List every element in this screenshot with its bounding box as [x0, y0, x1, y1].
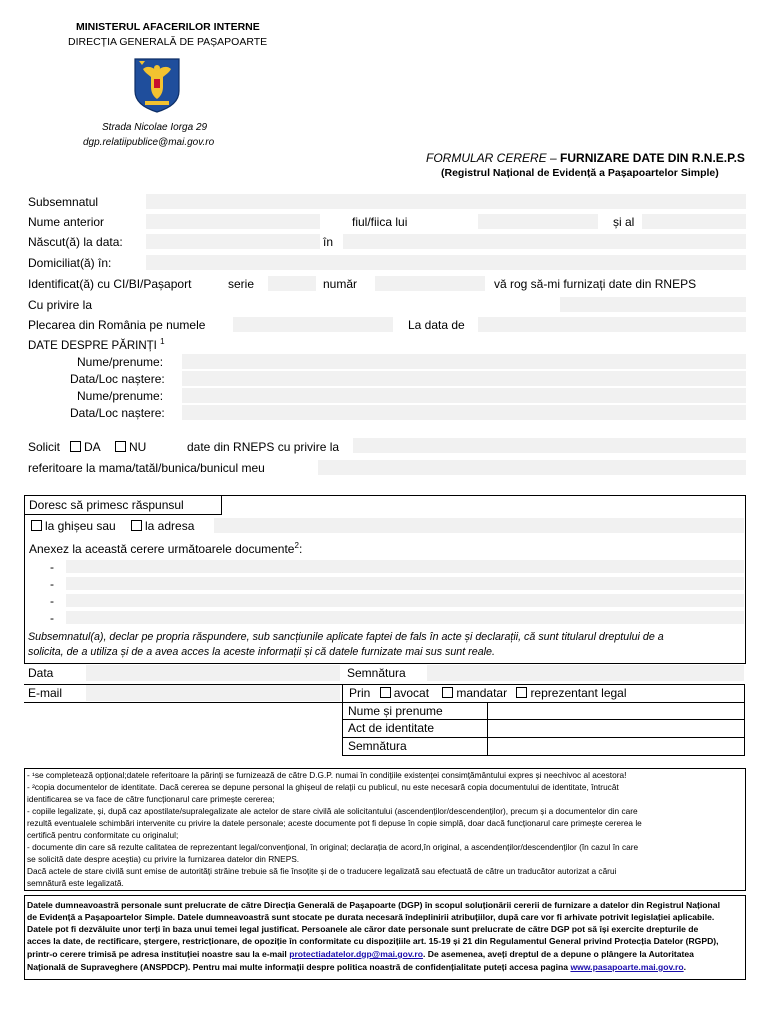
email-bottom-line — [24, 702, 342, 703]
note-line: Dacă actele de stare civilă sunt emise de autorități străine trebuie să fie însoțite și de o traducere legalizată sau efectuată de către un traducător autorizat a cărui — [27, 866, 617, 876]
option-mandatar[interactable] — [442, 686, 507, 700]
label-referitoare: referitoare la mama/tatăl/bunica/bunicul meu — [28, 461, 265, 475]
label-domiciliat: Domiciliat(ă) în: — [28, 256, 112, 270]
document-field[interactable] — [66, 611, 744, 624]
footnote-1-marker: 1 — [160, 337, 165, 346]
ministry-name: MINISTERUL AFACERILOR INTERNE — [76, 21, 260, 33]
note-line: certifică pentru conformitate cu originalul; — [27, 830, 179, 840]
gdpr-line: acces la date, de rectificare, ștergere, restricționare, de opoziție în conformitate cu dispozițiile art. 15-19 și 21 din Regulamentul General privind Protecția Datelor (RGPD), — [27, 936, 719, 946]
gdpr-line-5 — [27, 948, 694, 960]
form-title — [426, 151, 745, 165]
data-field[interactable] — [86, 665, 340, 681]
divider-doresc — [24, 514, 222, 515]
label-email: E-mail — [28, 686, 63, 700]
cu-privire-field[interactable] — [560, 297, 746, 312]
rep-divider-3 — [342, 737, 745, 738]
gdpr-line-6-b: . — [683, 962, 687, 972]
document-bullet: - — [50, 611, 54, 625]
option-ghiseu[interactable] — [31, 519, 116, 533]
option-mandatar-label: mandatar — [456, 686, 508, 700]
checkbox-da-box[interactable] — [70, 441, 81, 452]
adresa-field[interactable] — [214, 518, 744, 533]
gdpr-line: Datele pot fi dezvăluite unor terți în baza unui temei legal justificat. Persoanele ale căror date personale sunt prelucrate de către DGP pot să își exercite drepturile de — [27, 924, 699, 934]
label-nume-prenume-rep: Nume și prenume — [348, 704, 443, 718]
section-date-parinti — [28, 337, 165, 352]
note-line: rezultă eventualele schimbări intervenite cu privire la datele personale; aceste documente pot fi depuse în copie simplă, doar dacă funcționarul care primește cererea le — [27, 818, 642, 828]
footnote-2-marker: 2 — [294, 541, 299, 550]
checkbox-nu[interactable] — [115, 440, 146, 454]
label-serie: serie — [228, 277, 255, 291]
parinte1-data-field[interactable] — [182, 371, 746, 386]
label-identificat: Identificat(ă) cu CI/BI/Pașaport — [28, 277, 192, 291]
email-field[interactable] — [86, 685, 340, 701]
label-parinte1-data: Data/Loc naștere: — [70, 372, 165, 386]
option-avocat[interactable] — [380, 686, 429, 700]
subsemnatul-field[interactable] — [146, 194, 746, 209]
form-title-dash: – — [546, 151, 561, 165]
document-field[interactable] — [66, 594, 744, 607]
gdpr-line: de Evidență a Pașapoartelor Simple. Datele dumneavoastră sunt stocate pe durata necesară îndeplinirii atribuțiilor, după care vor fi arhivate potrivit legislației aplicabile. — [27, 912, 715, 922]
checkbox-da-label: DA — [84, 440, 101, 454]
label-la-data-de: La data de — [408, 318, 465, 332]
label-solicit: Solicit — [28, 440, 61, 454]
parinte2-data-field[interactable] — [182, 405, 746, 420]
checkbox-avocat-box[interactable] — [380, 687, 391, 698]
label-subsemnatul: Subsemnatul — [28, 195, 99, 209]
label-numar: număr — [323, 277, 358, 291]
address-street: Strada Nicolae Iorga 29 — [102, 122, 208, 133]
gdpr-website-link[interactable]: www.pasapoarte.mai.gov.ro — [570, 962, 684, 972]
label-nascut: Născut(ă) la data: — [28, 235, 123, 249]
label-parinte1-nume: Nume/prenume: — [77, 355, 164, 369]
document-bullet: - — [50, 560, 54, 574]
plecarea-data-field[interactable] — [478, 317, 746, 332]
checkbox-adresa-box[interactable] — [131, 520, 142, 531]
checkbox-ghiseu-box[interactable] — [31, 520, 42, 531]
domiciliu-field[interactable] — [146, 255, 746, 270]
label-semnatura: Semnătura — [347, 666, 406, 680]
gdpr-line-6-a: Națională de Supraveghere (ANSPDCP). Pentru mai multe informații despre politica noastră de confidențialitate puteți accesa pagina — [27, 962, 571, 972]
form-title-prefix: FORMULAR CERERE — [426, 151, 547, 165]
section-date-parinti-label: DATE DESPRE PĂRINȚI — [28, 339, 157, 352]
note-line: semnătură este legalizată. — [27, 878, 124, 888]
document-bullet: - — [50, 577, 54, 591]
declaration-line-2: solicita, de a utiliza și de a avea acces la aceste informații și că datele furnizate mai sus sunt reale. — [28, 646, 495, 658]
label-anexez-text: Anexez la această cerere următoarele documente — [29, 542, 295, 556]
label-prin: Prin — [349, 686, 371, 700]
mama-field[interactable] — [642, 214, 746, 229]
solicit-field[interactable] — [353, 438, 746, 453]
referitoare-field[interactable] — [318, 460, 746, 475]
label-doresc: Doresc să primesc răspunsul — [29, 498, 184, 512]
note-line: - ¹se completează opțional;datele referitoare la părinți se furnizează de către D.G.P. numai în condițiile existenței consimțământului expres și neechivoc al acestora! — [27, 770, 627, 780]
checkbox-nu-label: NU — [129, 440, 147, 454]
checkbox-mandatar-box[interactable] — [442, 687, 453, 698]
label-si-al: și al — [613, 215, 635, 229]
gdpr-email-link[interactable]: protectiadatelor.dgp@mai.gov.ro — [289, 949, 424, 959]
plecarea-nume-field[interactable] — [233, 317, 393, 332]
rep-prin — [349, 686, 627, 700]
note-line: - copiile legalizate, și, după caz apostilate/supralegalizate ale actelor de stare civilă ale solicitantului (ascendenților/descendenților), precum și a documentelor din care — [27, 806, 638, 816]
note-line: identificarea se va face de către funcționarul care primește cererea; — [27, 794, 275, 804]
note-line: - documente din care să rezulte calitatea de reprezentant legal/convențional, în original; declarația de acord,în original, a ascendenților/descendenților (în cazul în care — [27, 842, 639, 852]
checkbox-nu-box[interactable] — [115, 441, 126, 452]
gdpr-line-5-a: printr-o cerere trimisă pe adresa instituției noastre sau la e-mail — [27, 949, 290, 959]
label-plecarea: Plecarea din România pe numele — [28, 318, 206, 332]
note-line: - ²copia documentelor de identitate. Dacă cererea se depune personal la ghișeul de relații cu publicul, nu este necesară copia documentului de identitate, întrucât — [27, 782, 619, 792]
option-adresa[interactable] — [131, 519, 194, 533]
coat-of-arms-icon — [133, 57, 181, 113]
rep-divider-v — [487, 702, 488, 756]
label-anexez-colon: : — [298, 542, 303, 556]
parinte1-nume-field[interactable] — [182, 354, 746, 369]
document-field[interactable] — [66, 577, 744, 590]
label-anexez — [29, 541, 302, 556]
rep-divider-2 — [342, 719, 745, 720]
nume-anterior-field[interactable] — [146, 214, 320, 229]
parinte2-nume-field[interactable] — [182, 388, 746, 403]
option-avocat-label: avocat — [393, 686, 430, 700]
label-va-rog: vă rog să-mi furnizați date din RNEPS — [494, 277, 697, 291]
loc-nastere-field[interactable] — [343, 234, 746, 249]
option-reprezentant-label: reprezentant legal — [530, 686, 627, 700]
label-parinte2-nume: Nume/prenume: — [77, 389, 164, 403]
tata-field[interactable] — [478, 214, 598, 229]
option-ghiseu-label: la ghișeu sau — [45, 519, 116, 533]
directorate-name: DIRECȚIA GENERALĂ DE PAȘAPOARTE — [68, 36, 268, 48]
label-cu-privire: Cu privire la — [28, 298, 93, 312]
label-fiul-fiica: fiul/fiica lui — [352, 215, 408, 229]
rep-divider-1 — [342, 702, 745, 703]
numar-field[interactable] — [375, 276, 485, 291]
option-adresa-label: la adresa — [145, 519, 195, 533]
gdpr-line: Datele dumneavoastră personale sunt prelucrate de către Direcția Generală de Pașapoarte (DGP) în scopul soluționării cererii de furnizare a datelor din Registrul Național — [27, 900, 720, 910]
label-nume-anterior: Nume anterior — [28, 215, 105, 229]
address-email: dgp.relatiipublice@mai.gov.ro — [83, 137, 215, 148]
gdpr-line-6 — [27, 961, 686, 973]
label-act-identitate: Act de identitate — [348, 721, 435, 735]
label-semnatura-rep: Semnătura — [348, 739, 407, 753]
note-line: se solicită date despre aceștia) cu privire la furnizarea datelor din RNEPS. — [27, 854, 300, 864]
option-reprezentant[interactable] — [516, 686, 626, 700]
serie-field[interactable] — [268, 276, 316, 291]
checkbox-reprezentant-box[interactable] — [516, 687, 527, 698]
form-subtitle: (Registrul Național de Evidență a Pașapoartelor Simple) — [441, 167, 719, 179]
divider-doresc-v — [221, 495, 222, 515]
label-date-rneps: date din RNEPS cu privire la — [187, 440, 340, 454]
label-in: în — [323, 235, 334, 249]
email-top-line — [24, 684, 342, 685]
semnatura-field[interactable] — [427, 665, 744, 681]
label-data: Data — [28, 666, 54, 680]
declaration-line-1: Subsemnatul(a), declar pe propria răspundere, sub sancțiunile aplicate faptei de fals în acte și declarații, că sunt titularul dreptului de a — [28, 631, 664, 643]
data-nasterii-field[interactable] — [146, 234, 320, 249]
form-title-main: FURNIZARE DATE DIN R.N.E.P.S — [560, 151, 745, 165]
label-parinte2-data: Data/Loc naștere: — [70, 406, 165, 420]
document-bullet: - — [50, 594, 54, 608]
checkbox-da[interactable] — [70, 440, 101, 454]
document-field[interactable] — [66, 560, 744, 573]
gdpr-line-5-b: . De asemenea, aveți dreptul de a depune o plângere la Autoritatea — [423, 949, 694, 959]
